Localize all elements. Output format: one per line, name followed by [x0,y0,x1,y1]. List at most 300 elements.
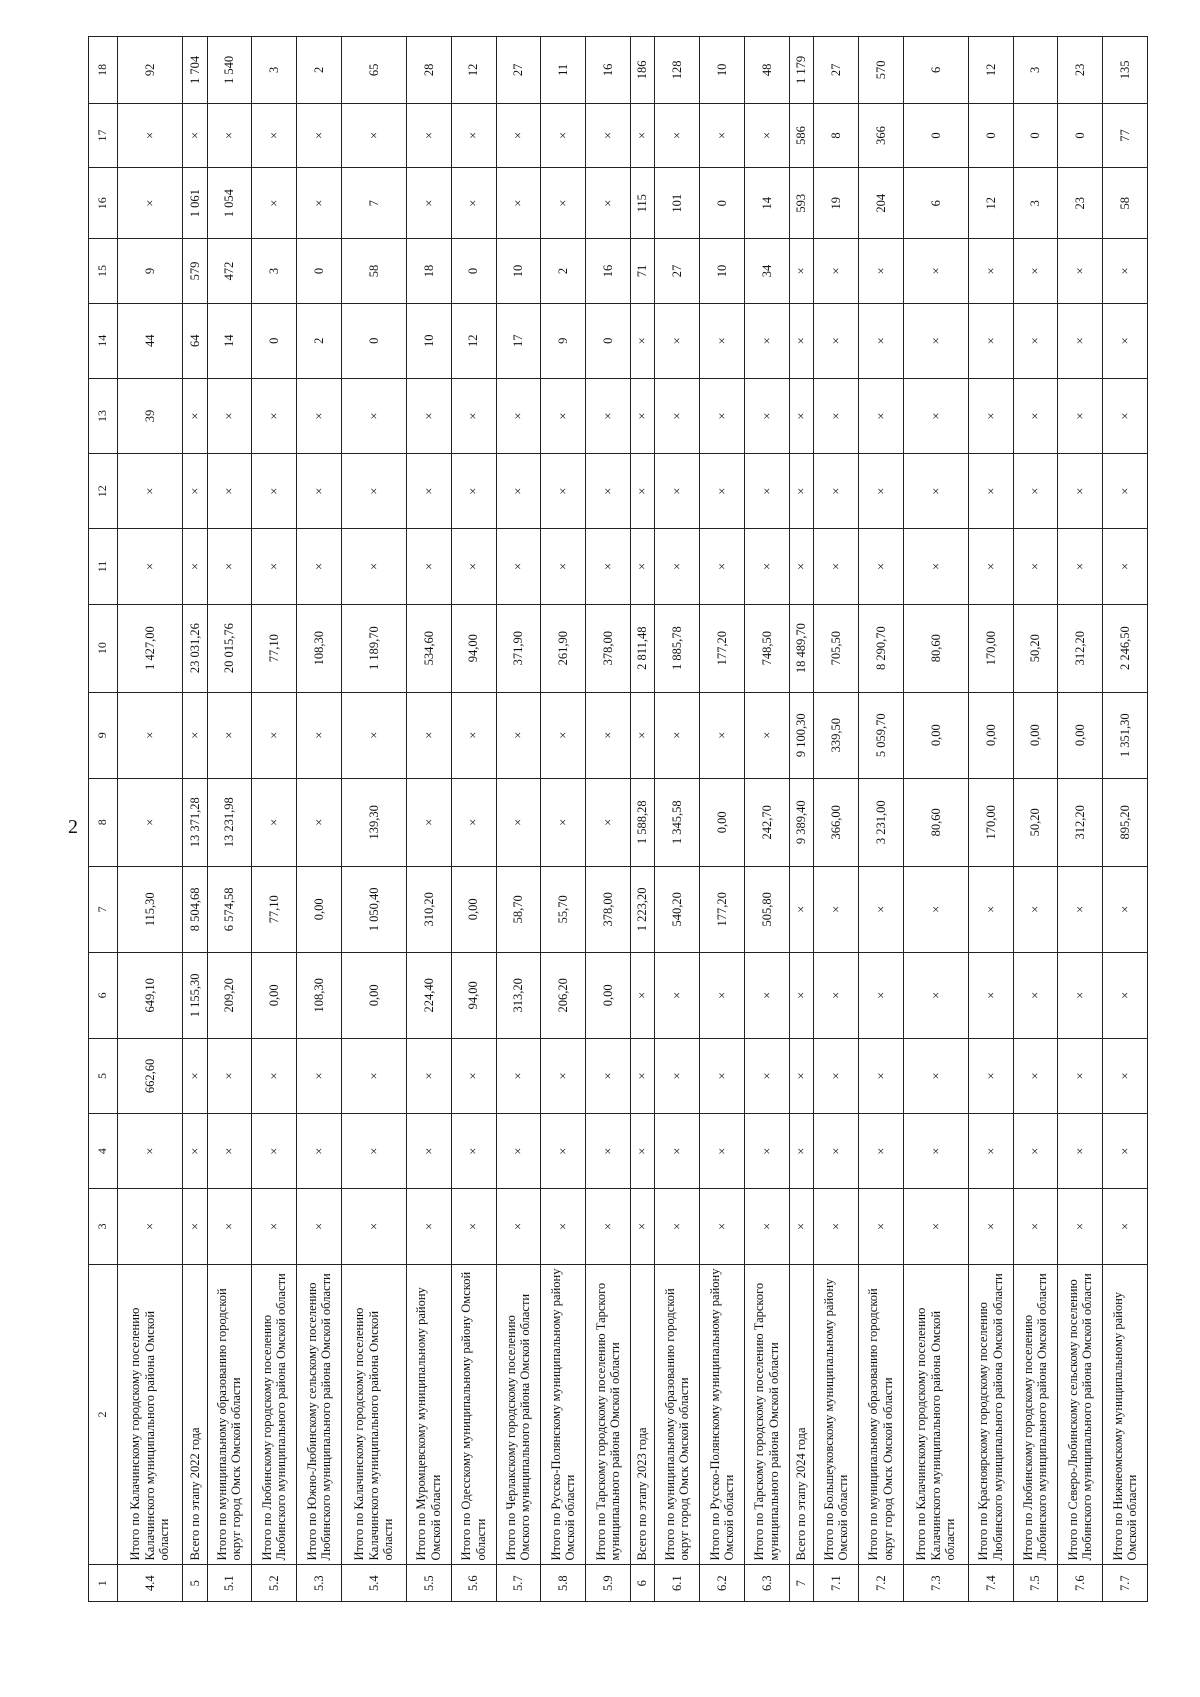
table-row [451,37,496,1602]
table-cell: × [789,952,814,1038]
table-cell: × [297,1038,342,1113]
table-cell: 1 588,28 [630,778,655,866]
table-cell: 472 [207,239,252,303]
table-cell: × [789,378,814,453]
table-cell: 0 [700,168,745,239]
table-cell: × [968,1114,1013,1189]
table-cell: × [406,168,451,239]
column-header: 6 [89,952,118,1038]
table-row [630,37,655,1602]
row-name-cell: Итого по Муромцевскому муниципальному району Омской области [406,1264,451,1565]
table-cell: × [586,454,631,529]
table-cell: × [183,378,208,453]
table-cell: × [207,692,252,778]
table-cell: × [789,454,814,529]
table-cell: × [207,529,252,604]
table-cell: × [183,454,208,529]
table-cell: × [1058,529,1103,604]
table-cell: × [789,529,814,604]
table-row [183,37,208,1602]
row-name-cell: Итого по муниципальному образованию городской округ город Омск Омской области [655,1264,700,1565]
table-cell: × [586,1038,631,1113]
table-cell: 5 059,70 [858,692,903,778]
table-cell: 0 [1058,103,1103,167]
table-cell: 10 [700,37,745,104]
table-cell: 27 [496,37,541,104]
table-cell: 0 [451,239,496,303]
table-cell: × [655,303,700,378]
table-cell: × [586,778,631,866]
table-cell: × [341,692,406,778]
table-cell: 115,30 [118,866,183,952]
table-cell: × [297,454,342,529]
table-cell: 3 [1013,37,1058,104]
column-header: 18 [89,37,118,104]
table-cell: 570 [858,37,903,104]
table-cell: 209,20 [207,952,252,1038]
table-cell: × [406,103,451,167]
row-name-cell: Итого по Любинскому городскому поселению Любинского муниципального района Омской области [252,1264,297,1565]
table-cell: × [903,239,968,303]
table-cell: × [744,303,789,378]
table-cell: 12 [451,37,496,104]
table-cell: 1 427,00 [118,604,183,692]
table-cell: × [858,1114,903,1189]
table-cell: × [814,303,859,378]
table-cell: × [496,454,541,529]
table-cell: 7 [341,168,406,239]
table-cell: 593 [789,168,814,239]
table-cell: 9 389,40 [789,778,814,866]
table-cell: 6 [903,37,968,104]
table-cell: 18 489,70 [789,604,814,692]
table-cell: × [903,454,968,529]
table-cell: × [183,1189,208,1264]
table-row [341,37,406,1602]
table-cell: × [297,778,342,866]
table-cell: 108,30 [297,952,342,1038]
table-cell: 224,40 [406,952,451,1038]
table-cell: × [541,103,586,167]
table-row [541,37,586,1602]
table-cell: 895,20 [1103,778,1148,866]
table-cell: 0,00 [451,866,496,952]
table-cell: 0 [252,303,297,378]
row-number-cell: 5.5 [406,1565,451,1602]
table-cell: 1 223,20 [630,866,655,952]
table-row [118,37,183,1602]
table-cell: × [655,529,700,604]
row-number-cell: 5.8 [541,1565,586,1602]
table-cell: × [541,378,586,453]
table-row [1058,37,1103,1602]
table-cell: × [1058,454,1103,529]
table-cell: × [183,103,208,167]
table-cell: × [814,866,859,952]
table-cell: × [183,529,208,604]
table-cell: × [451,529,496,604]
table-cell: × [406,1189,451,1264]
table-cell: 135 [1103,37,1148,104]
table-cell: × [655,1038,700,1113]
table-cell: × [451,168,496,239]
table-cell: 65 [341,37,406,104]
table-cell: 2 246,50 [1103,604,1148,692]
table-cell: × [858,1189,903,1264]
table-cell: × [814,239,859,303]
table-cell: 58 [1103,168,1148,239]
table-cell: × [700,692,745,778]
table-cell: × [207,1114,252,1189]
table-cell: × [700,952,745,1038]
table-cell: × [406,378,451,453]
table-cell: × [541,454,586,529]
row-number-cell: 7.1 [814,1565,859,1602]
table-cell: × [1013,1038,1058,1113]
table-row [496,37,541,1602]
table-cell: × [541,1189,586,1264]
table-cell: 3 [1013,168,1058,239]
table-cell: × [252,778,297,866]
table-cell: × [968,378,1013,453]
table-cell: × [496,1114,541,1189]
table-cell: × [183,1114,208,1189]
row-name-cell: Итого по Тарскому городскому поселению Тарского муниципального района Омской области [586,1264,631,1565]
table-cell: 9 100,30 [789,692,814,778]
table-cell: × [1058,1038,1103,1113]
table-cell: 92 [118,37,183,104]
table-cell: 2 [297,303,342,378]
table-cell: 1 189,70 [341,604,406,692]
table-cell: × [789,1114,814,1189]
table-cell: × [858,529,903,604]
table-cell: 586 [789,103,814,167]
table-cell: × [744,378,789,453]
table-cell: 312,20 [1058,778,1103,866]
column-header: 4 [89,1114,118,1189]
table-cell: 9 [118,239,183,303]
table-cell: × [655,103,700,167]
table-cell: × [586,378,631,453]
table-cell: × [118,1114,183,1189]
table-cell: × [968,303,1013,378]
table-cell: 27 [814,37,859,104]
table-cell: × [541,1114,586,1189]
column-header: 10 [89,604,118,692]
row-number-cell: 5.1 [207,1565,252,1602]
table-cell: 1 540 [207,37,252,104]
table-cell: × [655,692,700,778]
row-name-cell: Итого по Нижнеомскому муниципальному району Омской области [1103,1264,1148,1565]
table-cell: × [1103,529,1148,604]
column-header: 3 [89,1189,118,1264]
table-cell: × [541,1038,586,1113]
table-cell: × [297,378,342,453]
table-cell: × [297,529,342,604]
table-cell: × [1103,239,1148,303]
table-cell: 0,00 [1058,692,1103,778]
column-header: 7 [89,866,118,952]
table-cell: × [968,1038,1013,1113]
table-cell: × [630,1038,655,1113]
row-name-cell: Итого по Русско-Полянскому муниципальному району Омской области [700,1264,745,1565]
table-cell: 13 371,28 [183,778,208,866]
table-cell: 77,10 [252,866,297,952]
table-cell: × [207,1038,252,1113]
table-cell: 0,00 [903,692,968,778]
table-cell: × [118,1189,183,1264]
table-cell: × [252,692,297,778]
table-cell: 579 [183,239,208,303]
table-cell: 14 [207,303,252,378]
table-cell: × [744,692,789,778]
table-cell: × [814,529,859,604]
table-cell: × [968,454,1013,529]
table-cell: × [903,303,968,378]
table-cell: × [700,1189,745,1264]
row-name-cell: Итого по Красноярскому городскому поселению Любинского муниципального района Омской области [968,1264,1013,1565]
table-cell: 0 [903,103,968,167]
table-cell: × [744,1114,789,1189]
row-number-cell: 5.9 [586,1565,631,1602]
table-cell: 177,20 [700,866,745,952]
table-cell: × [655,454,700,529]
table-cell: 34 [744,239,789,303]
table-cell: 10 [496,239,541,303]
table-cell: × [451,1189,496,1264]
table-cell: × [789,866,814,952]
row-name-cell: Всего по этапу 2024 года [789,1264,814,1565]
table-cell: 80,60 [903,604,968,692]
table-cell: 108,30 [297,604,342,692]
table-cell: 177,20 [700,604,745,692]
table-cell: 50,20 [1013,778,1058,866]
table-cell: × [541,692,586,778]
table-cell: × [744,454,789,529]
table-cell: 0,00 [341,952,406,1038]
table-row [903,37,968,1602]
table-cell: 48 [744,37,789,104]
table-cell: 44 [118,303,183,378]
table-cell: × [207,454,252,529]
table-cell: × [968,952,1013,1038]
table-cell: × [252,1189,297,1264]
table-cell: 366 [858,103,903,167]
table-cell: × [252,529,297,604]
table-cell: 2 [297,37,342,104]
column-header: 16 [89,168,118,239]
table-cell: 128 [655,37,700,104]
table-cell: 6 [903,168,968,239]
table-cell: 366,00 [814,778,859,866]
table-cell: × [496,168,541,239]
table-cell: × [903,1114,968,1189]
table-cell: × [1103,866,1148,952]
table-cell: × [297,1114,342,1189]
table-cell: 0 [1013,103,1058,167]
table-row [297,37,342,1602]
table-cell: 1 704 [183,37,208,104]
row-name-cell: Итого по Тарскому городскому поселению Тарского муниципального района Омской области [744,1264,789,1565]
table-row [655,37,700,1602]
table-cell: 23 [1058,168,1103,239]
table-cell: 94,00 [451,952,496,1038]
table-cell: × [541,168,586,239]
table-cell: 378,00 [586,866,631,952]
table-cell: × [496,378,541,453]
table-cell: × [451,1114,496,1189]
table-cell: × [814,1189,859,1264]
table-cell: × [1013,303,1058,378]
table-cell: × [297,103,342,167]
column-header: 12 [89,454,118,529]
table-cell: × [1058,952,1103,1038]
row-number-cell: 5.3 [297,1565,342,1602]
row-number-cell: 5.7 [496,1565,541,1602]
column-header: 11 [89,529,118,604]
table-cell: 242,70 [744,778,789,866]
table-cell: 80,60 [903,778,968,866]
table-cell: × [1013,1114,1058,1189]
row-name-cell: Итого по муниципальному образованию городской округ город Омск Омской области [207,1264,252,1565]
table-cell: × [541,529,586,604]
row-number-cell: 6 [630,1565,655,1602]
column-header: 14 [89,303,118,378]
table-cell: × [1103,1114,1148,1189]
table-cell: × [1058,303,1103,378]
table-row [1013,37,1058,1602]
table-cell: × [496,778,541,866]
table-cell: × [118,168,183,239]
table-cell: 58 [341,239,406,303]
table-cell: × [789,239,814,303]
table-cell: 77 [1103,103,1148,167]
table-cell: × [118,103,183,167]
table-cell: × [630,1189,655,1264]
table-cell: × [655,1114,700,1189]
table-cell: 0,00 [252,952,297,1038]
table-cell: 2 811,48 [630,604,655,692]
table-cell: × [630,952,655,1038]
table-cell: × [1013,529,1058,604]
table-cell: × [118,692,183,778]
table-cell: × [858,454,903,529]
table-cell: × [586,692,631,778]
table-cell: × [903,529,968,604]
table-cell: × [252,103,297,167]
table-cell: × [968,866,1013,952]
row-number-cell: 7 [789,1565,814,1602]
table-cell: × [341,103,406,167]
row-number-cell: 5.4 [341,1565,406,1602]
table-cell: × [341,1189,406,1264]
table-cell: × [744,1189,789,1264]
column-header: 2 [89,1264,118,1565]
table-cell: × [1058,866,1103,952]
table-cell: × [118,454,183,529]
row-number-cell: 7.2 [858,1565,903,1602]
table-cell: × [586,529,631,604]
table-cell: 39 [118,378,183,453]
table-cell: × [814,1038,859,1113]
table-cell: × [406,692,451,778]
column-header: 17 [89,103,118,167]
table-cell: × [406,778,451,866]
table-cell: 0 [968,103,1013,167]
table-cell: × [1013,866,1058,952]
table-cell: 23 031,26 [183,604,208,692]
table-cell: 1 179 [789,37,814,104]
table-cell: × [630,303,655,378]
table-cell: 261,90 [541,604,586,692]
table-cell: 11 [541,37,586,104]
table-cell: × [630,529,655,604]
table-cell: 705,50 [814,604,859,692]
table-cell: 170,00 [968,778,1013,866]
table-cell: × [1013,1189,1058,1264]
table-cell: 313,20 [496,952,541,1038]
table-cell: 0 [341,303,406,378]
table-cell: × [655,378,700,453]
table-cell: × [968,529,1013,604]
table-cell: 0,00 [968,692,1013,778]
data-table [88,36,1148,1602]
table-cell: × [183,1038,208,1113]
table-cell: × [1103,303,1148,378]
row-name-cell: Итого по Большеуковскому муниципальному району Омской области [814,1264,859,1565]
table-cell: × [1013,239,1058,303]
table-cell: × [700,378,745,453]
row-name-cell: Итого по Одесскому муниципальному району Омской области [451,1264,496,1565]
table-cell: × [968,239,1013,303]
table-cell: × [451,1038,496,1113]
table-cell: × [789,1189,814,1264]
table-cell: × [207,1189,252,1264]
table-cell: 19 [814,168,859,239]
table-cell: × [252,1038,297,1113]
table-cell: × [1103,1038,1148,1113]
column-header: 8 [89,778,118,866]
table-cell: 186 [630,37,655,104]
table-cell: × [451,692,496,778]
table-cell: × [297,168,342,239]
row-name-cell: Итого по Русско-Полянскому муниципальному району Омской области [541,1264,586,1565]
table-cell: × [341,378,406,453]
table-cell: × [1058,1114,1103,1189]
table-cell: × [183,692,208,778]
table-cell: × [252,378,297,453]
table-cell: 2 [541,239,586,303]
table-cell: 10 [700,239,745,303]
table-cell: × [297,692,342,778]
table-cell: × [1013,454,1058,529]
table-cell: × [814,454,859,529]
table-cell: 378,00 [586,604,631,692]
table-cell: × [655,1189,700,1264]
table-cell: × [341,1038,406,1113]
table-cell: × [1058,1189,1103,1264]
table-cell: × [252,168,297,239]
table-cell: × [406,454,451,529]
table-cell: 115 [630,168,655,239]
table-cell: × [297,1189,342,1264]
table-row [700,37,745,1602]
row-number-cell: 4.4 [118,1565,183,1602]
table-cell: 94,00 [451,604,496,692]
row-number-cell: 7.4 [968,1565,1013,1602]
table-cell: 1 061 [183,168,208,239]
column-header: 1 [89,1565,118,1602]
